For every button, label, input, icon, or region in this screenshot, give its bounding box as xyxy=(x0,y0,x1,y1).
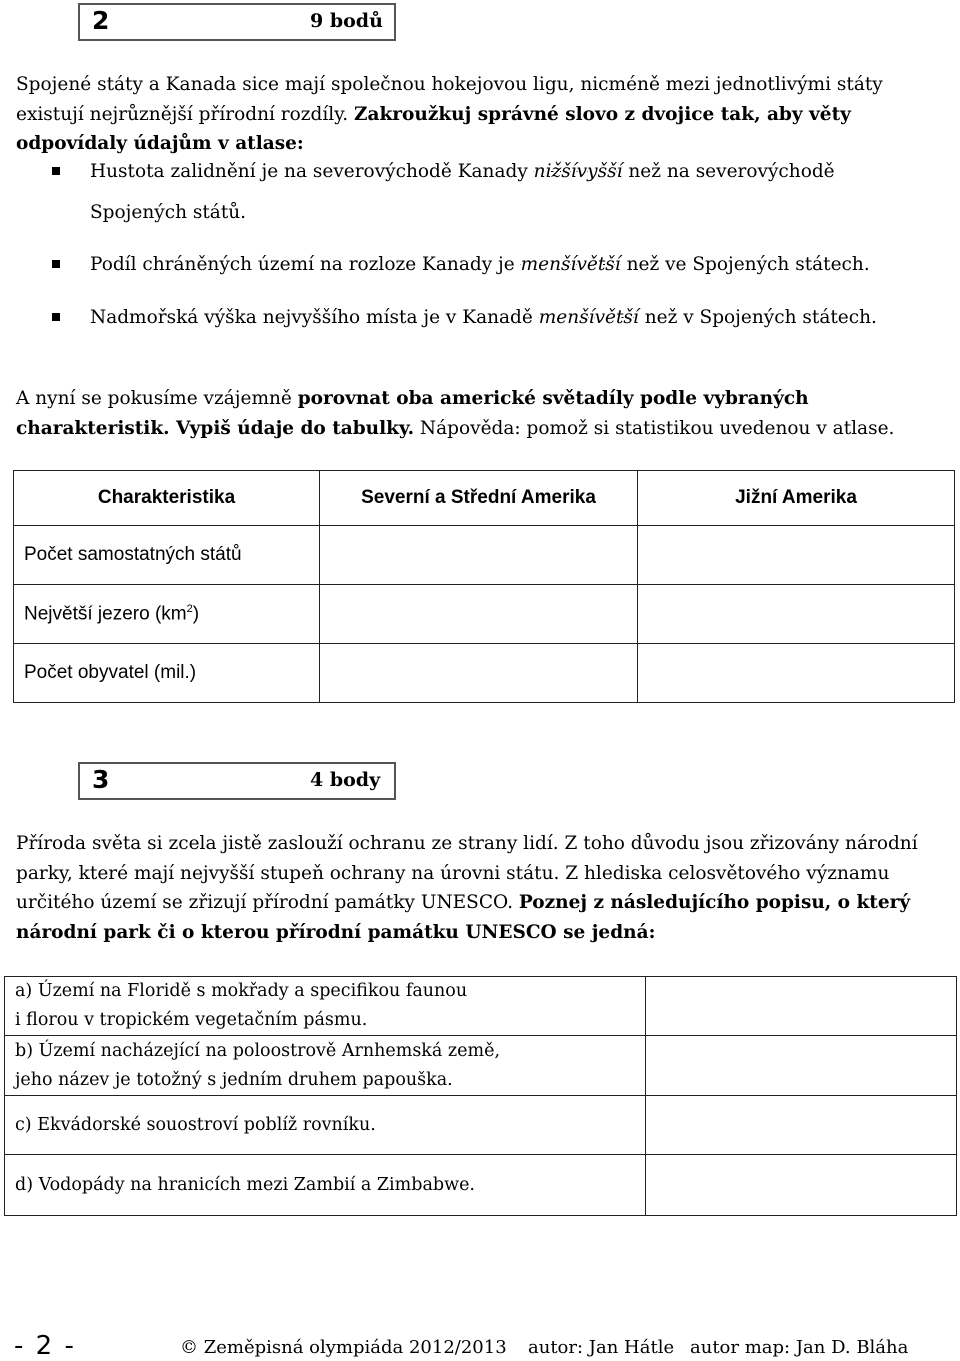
table-row xyxy=(5,977,957,1036)
table-row xyxy=(14,644,955,703)
item-description: a) Území na Floridě s mokřady a specifikou faunou i florou v tropickém vegetačním pásmu. xyxy=(5,977,646,1036)
bullet-3: Nadmořská výška nejvyššího místa je v Kanadě menšívětší než v Spojených státech. xyxy=(90,307,877,328)
item-description: b) Území nacházející na poloostrově Arnhemská země, jeho název je totožný s jedním druhem papouška. xyxy=(5,1036,646,1096)
answer-cell[interactable] xyxy=(646,1155,957,1216)
table-row xyxy=(14,585,955,644)
task-3-number: 3 xyxy=(92,765,110,794)
choice-option[interactable]: větší xyxy=(576,254,621,275)
task-3-points: 4 body xyxy=(310,769,381,791)
choice-option[interactable]: větší xyxy=(594,307,639,328)
answer-cell[interactable] xyxy=(638,644,955,703)
row-label: Největší jezero $(km^2)$ xyxy=(14,585,320,644)
answer-cell[interactable] xyxy=(320,526,638,585)
bullet-marker xyxy=(52,260,60,268)
page-footer xyxy=(0,1331,960,1361)
choice-option[interactable]: menší xyxy=(520,254,577,275)
map-author: autor map: Jan D. Bláha xyxy=(690,1337,909,1358)
bullet-1-continuation: Spojených států. xyxy=(90,202,247,223)
task-2-intro-text: Spojené státy a Kanada sice mají společnou hokejovou ligu, nicméně mezi jednotlivými státy existují nejrůznější přírodní rozdíly. xyxy=(16,74,883,125)
author: autor: Jan Hátle xyxy=(528,1337,675,1358)
table-row xyxy=(5,1036,957,1096)
copyright: © Zeměpisná olympiáda 2012/2013 xyxy=(180,1337,507,1358)
table-header: Severní a Střední Amerika xyxy=(320,471,638,526)
task-2-intro xyxy=(16,70,951,159)
bullet-2: Podíl chráněných území na rozloze Kanady je menšívětší než ve Spojených státech. xyxy=(90,254,870,275)
item-description: c) Ekvádorské souostroví poblíž rovníku. xyxy=(5,1096,646,1155)
row-label: Počet samostatných států xyxy=(14,526,320,585)
answer-cell[interactable] xyxy=(638,585,955,644)
task-2-points: 9 bodů xyxy=(310,10,383,32)
answer-cell[interactable] xyxy=(646,977,957,1036)
answer-cell[interactable] xyxy=(646,1036,957,1096)
task-3-intro: Příroda světa si zcela jistě zaslouží ochranu ze strany lidí. Z toho důvodu jsou zřizovány národní parky, které mají nejvyšší stupeň ochrany na úrovni státu. Z hlediska celosvětového významu určitého území se zřizují přírodní památky UNESCO. Poznej z následujícího popisu, o který národní park či o kterou přírodní památku UNESCO se jedná: xyxy=(16,833,918,943)
choice-option[interactable]: vyšší xyxy=(576,161,623,182)
task-3-header xyxy=(78,762,396,800)
bullet-1: Hustota zalidnění je na severovýchodě Kanady nižšívyšší než na severovýchodě xyxy=(90,161,835,182)
task-2-compare: A nyní se pokusíme vzájemně porovnat oba americké světadíly podle vybraných charakteristik. Vypiš údaje do tabulky. Nápověda: pomož si statistikou uvedenou v atlase. xyxy=(16,388,895,439)
table-header: Jižní Amerika xyxy=(638,471,955,526)
table-header: Charakteristika xyxy=(14,471,320,526)
answer-cell[interactable] xyxy=(320,644,638,703)
page-number: - 2 - xyxy=(14,1331,76,1361)
bullet-marker xyxy=(52,313,60,321)
unesco-table xyxy=(4,976,957,1216)
bullet-marker xyxy=(52,167,60,175)
table-row xyxy=(5,1155,957,1216)
table-row xyxy=(14,526,955,585)
item-description: d) Vodopády na hranicích mezi Zambií a Zimbabwe. xyxy=(5,1155,646,1216)
answer-cell[interactable] xyxy=(320,585,638,644)
choice-option[interactable]: menší xyxy=(538,307,595,328)
table-row xyxy=(5,1096,957,1155)
row-label: Počet obyvatel (mil.) xyxy=(14,644,320,703)
choice-option[interactable]: nižší xyxy=(533,161,577,182)
task-2-header xyxy=(78,3,396,41)
task-2-number: 2 xyxy=(92,6,110,35)
answer-cell[interactable] xyxy=(646,1096,957,1155)
task-2-instruction: Zakroužkuj správné slovo z dvojice tak, aby věty odpovídaly údajům v atlase: xyxy=(16,103,851,154)
answer-cell[interactable] xyxy=(638,526,955,585)
comparison-table xyxy=(13,470,955,703)
